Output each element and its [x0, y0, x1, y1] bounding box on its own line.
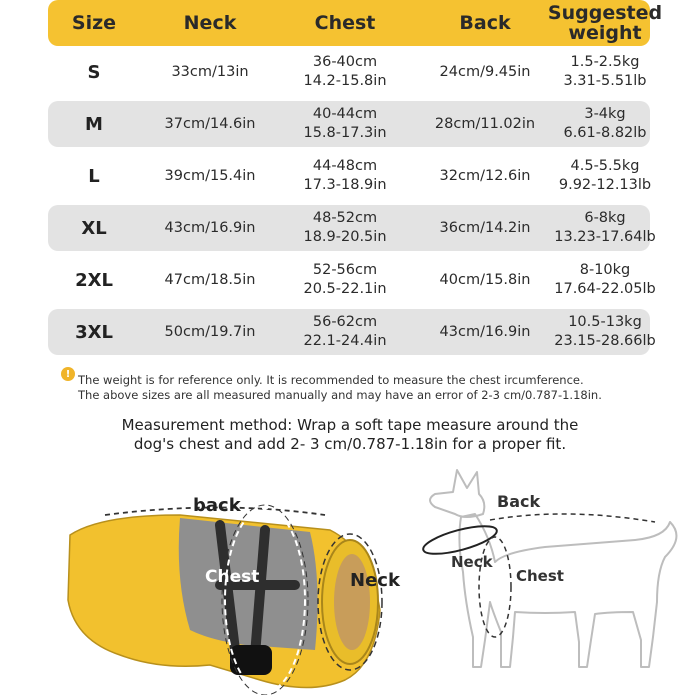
- header-weight-line1: Suggested: [547, 2, 663, 24]
- note-line2: The above sizes are all measured manually and may have an error of 2-3 cm/0.787-1.18in.: [78, 388, 602, 402]
- table-row: [48, 309, 656, 355]
- header-neck: Neck: [183, 12, 237, 34]
- header-size: Size: [71, 12, 117, 34]
- header-back: Back: [459, 12, 511, 34]
- chest-cell: [280, 153, 410, 199]
- table-row: [48, 49, 650, 95]
- note-line1: The weight is for reference only. It is recommended to measure the chest ircumference.: [78, 373, 584, 387]
- weight-cell: [530, 49, 680, 95]
- back-cell: 24cm/9.45in: [439, 63, 531, 80]
- header-weight: [530, 0, 680, 46]
- chest-cell: [280, 101, 410, 147]
- size-cell: 2XL: [75, 269, 113, 291]
- dog-back-label: Back: [497, 492, 541, 511]
- chest-cell: [280, 49, 410, 95]
- weight-cell: [530, 205, 680, 251]
- chest-cell: [280, 205, 410, 251]
- neck-cell: 50cm/19.7in: [164, 323, 256, 340]
- size-cell: M: [85, 113, 103, 135]
- table-row: [48, 257, 656, 303]
- chest-cm: 36-40cm: [312, 54, 378, 70]
- neck-cell: 39cm/15.4in: [164, 167, 256, 184]
- weight-lb: 17.64-22.05lb: [554, 281, 656, 297]
- table-row: [48, 205, 656, 251]
- weight-kg: 6-8kg: [584, 210, 626, 226]
- weight-lb: 3.31-5.51lb: [563, 73, 647, 89]
- neck-cell: 37cm/14.6in: [164, 115, 256, 132]
- chest-in: 22.1-24.4in: [303, 333, 387, 349]
- header-chest: Chest: [314, 12, 376, 34]
- neck-cell: 47cm/18.5in: [164, 271, 256, 288]
- disclaimer-note: [78, 373, 668, 403]
- neck-cell: 43cm/16.9in: [164, 219, 256, 236]
- chest-cm: 40-44cm: [312, 106, 378, 122]
- weight-kg: 3-4kg: [584, 106, 626, 122]
- back-cell: 36cm/14.2in: [439, 219, 531, 236]
- method-line2: dog's chest and add 2- 3 cm/0.787-1.18in for a proper fit.: [133, 435, 567, 453]
- chest-cm: 48-52cm: [312, 210, 378, 226]
- measurement-method: [60, 416, 640, 454]
- size-cell: L: [88, 165, 100, 187]
- neck-cell: 33cm/13in: [171, 63, 249, 80]
- chest-cell: [280, 257, 410, 303]
- chest-in: 15.8-17.3in: [303, 125, 387, 141]
- chest-cm: 44-48cm: [312, 158, 378, 174]
- back-cell: 43cm/16.9in: [439, 323, 531, 340]
- chest-cm: 56-62cm: [312, 314, 378, 330]
- dog-chest-label: Chest: [516, 567, 564, 585]
- weight-kg: 4.5-5.5kg: [570, 158, 640, 174]
- back-cell: 28cm/11.02in: [434, 115, 536, 132]
- dog-coat-illustration: [60, 490, 410, 695]
- header-weight-line2: weight: [568, 22, 642, 44]
- weight-lb: 13.23-17.64lb: [554, 229, 656, 245]
- chest-in: 20.5-22.1in: [303, 281, 387, 297]
- weight-cell: [530, 257, 680, 303]
- chest-cm: 52-56cm: [312, 262, 378, 278]
- weight-kg: 10.5-13kg: [568, 314, 642, 330]
- weight-kg: 8-10kg: [579, 262, 631, 278]
- table-header: [48, 0, 663, 46]
- coat-chest-label: Chest: [205, 567, 260, 587]
- weight-cell: [530, 101, 680, 147]
- chest-in: 17.3-18.9in: [303, 177, 387, 193]
- back-cell: 32cm/12.6in: [439, 167, 531, 184]
- coat-back-label: back: [193, 495, 241, 516]
- weight-lb: 23.15-28.66lb: [554, 333, 656, 349]
- size-cell: XL: [81, 217, 107, 239]
- size-cell: S: [87, 61, 101, 83]
- method-line1: Measurement method: Wrap a soft tape measure around the: [121, 416, 579, 434]
- chest-in: 14.2-15.8in: [303, 73, 387, 89]
- table-row: [48, 101, 650, 147]
- back-cell: 40cm/15.8in: [439, 271, 531, 288]
- chest-in: 18.9-20.5in: [303, 229, 387, 245]
- dog-neck-label: Neck: [451, 553, 493, 571]
- weight-lb: 6.61-8.82lb: [563, 125, 647, 141]
- weight-cell: [530, 309, 680, 355]
- warning-icon: !: [61, 367, 75, 381]
- weight-cell: [530, 153, 680, 199]
- weight-kg: 1.5-2.5kg: [570, 54, 640, 70]
- size-cell: 3XL: [75, 321, 113, 343]
- weight-lb: 9.92-12.13lb: [558, 177, 652, 193]
- table-row: [48, 153, 650, 199]
- coat-neck-label: Neck: [350, 570, 400, 591]
- chest-cell: [280, 309, 410, 355]
